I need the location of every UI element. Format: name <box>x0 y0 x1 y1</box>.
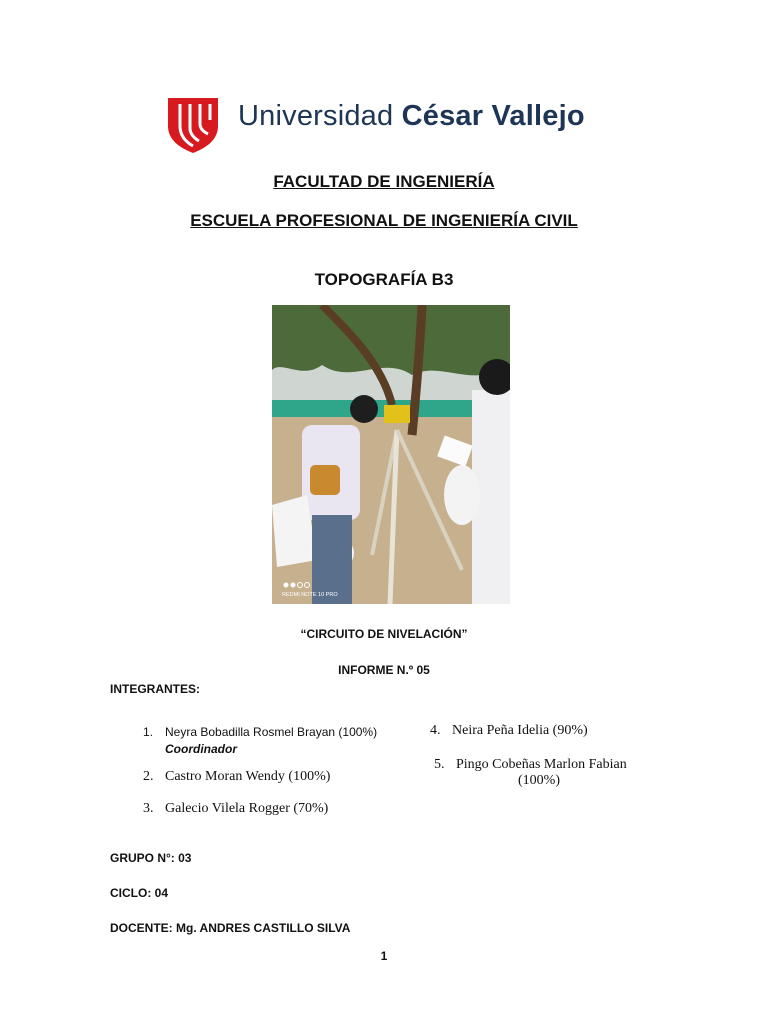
member-item <box>143 769 330 785</box>
member-number: 1. <box>143 725 154 739</box>
university-logo <box>166 96 606 154</box>
member-name: Neira Peña Idelia (90%) <box>452 723 588 738</box>
member-number: 5. <box>434 757 445 772</box>
member-item <box>434 757 664 789</box>
group-number: GRUPO N°: 03 <box>110 851 192 865</box>
member-name: Galecio Vilela Rogger (70%) <box>165 801 329 816</box>
member-item <box>430 723 588 739</box>
teacher-name: DOCENTE: Mg. ANDRES CASTILLO SILVA <box>110 921 351 935</box>
member-role: Coordinador <box>165 742 237 756</box>
university-shield-icon <box>166 96 222 154</box>
course-title: TOPOGRAFÍA B3 <box>314 270 454 289</box>
cycle-number: CICLO: 04 <box>110 886 169 900</box>
member-item <box>143 801 328 817</box>
member-number: 3. <box>143 801 154 816</box>
photo-watermark: REDMI NOTE 10 PRO <box>282 592 338 598</box>
page-number: 1 <box>380 949 388 963</box>
member-number: 2. <box>143 769 154 784</box>
member-name: Castro Moran Wendy (100%) <box>165 769 331 784</box>
member-name: Neyra Bobadilla Rosmel Brayan (100%) <box>165 725 378 739</box>
member-name: Pingo Cobeñas Marlon Fabian <box>456 757 627 772</box>
faculty-heading: FACULTAD DE INGENIERÍA <box>273 172 495 191</box>
university-wordmark: Universidad César Vallejo <box>238 100 585 132</box>
member-percentage: (100%) <box>518 773 560 788</box>
member-number: 4. <box>430 723 441 738</box>
cover-photo <box>272 305 510 604</box>
report-title: “CIRCUITO DE NIVELACIÓN” <box>300 627 468 641</box>
report-number: INFORME N.º 05 <box>338 663 430 677</box>
school-heading: ESCUELA PROFESIONAL DE INGENIERÍA CIVIL <box>190 211 578 230</box>
member-item <box>143 725 377 756</box>
members-label: INTEGRANTES: <box>110 682 200 696</box>
